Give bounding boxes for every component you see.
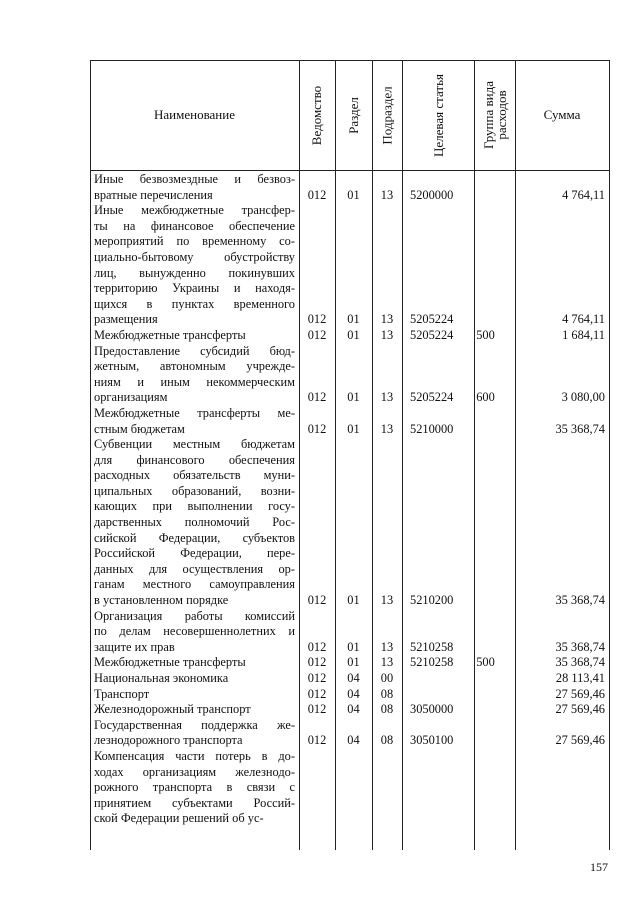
cell-gruppa	[467, 718, 504, 749]
cell-name-line: кающих при выполнении госу-	[94, 499, 295, 514]
cell-name-line: рожного транспорта в связи с	[94, 780, 295, 795]
cell-name-line: Компенсация части потерь в до-	[94, 748, 295, 763]
cell-name-line: Организация работы комиссий	[94, 608, 295, 623]
cell-name	[90, 671, 299, 687]
cell-celevaya	[402, 671, 467, 687]
cell-name-line: организациям	[94, 390, 168, 405]
cell-razdel: 01	[347, 593, 360, 608]
cell-gruppa	[467, 702, 504, 718]
cell-name-line: Межбюджетные трансферты	[94, 327, 246, 342]
cell-celevaya: 5210000	[410, 421, 454, 436]
cell-name	[90, 702, 299, 718]
cell-name-line: защите их прав	[94, 639, 175, 654]
cell-razdel: 01	[347, 421, 360, 436]
table-row	[90, 328, 609, 344]
page-number: 157	[590, 860, 608, 874]
cell-gruppa: 500	[476, 327, 495, 342]
cell-vedomstvo: 012	[307, 671, 327, 685]
cell-name-line: ходах организациям железнодо-	[94, 764, 295, 779]
cell-name-line: дарственных полномочий Рос-	[94, 515, 295, 530]
cell-name-line: сийской Федерации, субъектов	[94, 530, 295, 545]
cell-name-line: Иные межбюджетные трансфер-	[94, 203, 295, 218]
cell-podrazdel	[372, 749, 402, 827]
cell-summa: 35 368,74	[555, 639, 605, 654]
cell-podrazdel: 13	[380, 187, 394, 202]
cell-name-line: Государственная поддержка же-	[94, 717, 295, 732]
cell-razdel: 01	[347, 655, 360, 670]
cell-razdel: 01	[347, 390, 360, 405]
cell-vedomstvo: 012	[307, 421, 327, 436]
cell-vedomstvo: 012	[307, 593, 327, 608]
cell-vedomstvo: 012	[307, 733, 327, 748]
cell-name	[90, 437, 299, 609]
table-row	[90, 437, 609, 609]
cell-name-line: ниям и иным некоммерческим	[94, 374, 295, 389]
cell-gruppa	[467, 609, 504, 656]
cell-name	[90, 687, 299, 703]
cell-gruppa	[467, 203, 504, 328]
table-row	[90, 172, 609, 203]
table-row	[90, 609, 609, 656]
cell-summa: 3 080,00	[561, 390, 605, 405]
cell-razdel: 01	[347, 639, 360, 654]
cell-celevaya: 5205224	[410, 390, 454, 405]
cell-podrazdel: 13	[380, 655, 394, 670]
table-row	[90, 203, 609, 328]
cell-gruppa	[467, 749, 504, 827]
cell-razdel: 01	[347, 187, 360, 202]
cell-gruppa	[467, 671, 504, 687]
cell-vedomstvo: 012	[307, 390, 327, 405]
cell-name	[90, 172, 299, 203]
cell-celevaya: 5210200	[410, 593, 454, 608]
cell-name-line: размещения	[94, 312, 158, 327]
cell-name-line: Предоставление субсидий бюд-	[94, 343, 295, 358]
cell-name-line: ской Федерации решений об ус-	[94, 811, 264, 826]
table-row	[90, 344, 609, 406]
cell-vedomstvo: 012	[307, 312, 327, 327]
table-row	[90, 687, 609, 703]
cell-name-line: Транспорт	[94, 686, 150, 701]
cell-name-line: территорию Украины и находя-	[94, 281, 295, 296]
cell-razdel: 04	[347, 671, 360, 685]
cell-podrazdel: 08	[380, 702, 394, 717]
cell-podrazdel: 13	[380, 421, 394, 436]
cell-podrazdel: 13	[380, 390, 394, 405]
cell-summa: 35 368,74	[555, 593, 605, 608]
cell-name-line: вратные перечисления	[94, 187, 213, 202]
header-bottom-line	[90, 170, 609, 171]
cell-summa: 27 569,46	[555, 733, 605, 748]
cell-name-line: щихся в пунктах временного	[94, 296, 295, 311]
table-body	[90, 172, 609, 827]
cell-podrazdel: 00	[380, 671, 394, 685]
cell-podrazdel: 13	[380, 639, 394, 654]
cell-vedomstvo: 012	[307, 187, 327, 202]
cell-name	[90, 749, 299, 827]
table-row	[90, 671, 609, 687]
cell-name-line: ты на финансовое обеспечение	[94, 218, 295, 233]
cell-podrazdel: 08	[380, 686, 394, 701]
cell-vedomstvo: 012	[307, 327, 327, 342]
cell-summa: 27 569,46	[555, 702, 605, 717]
cell-celevaya	[402, 687, 467, 703]
header-celevaya: Целевая статья	[430, 73, 446, 157]
cell-summa: 28 113,41	[555, 671, 605, 685]
cell-name-line: Национальная экономика	[94, 671, 229, 685]
cell-name-line: Межбюджетные трансферты	[94, 655, 246, 670]
cell-name	[90, 718, 299, 749]
header-summa: Сумма	[543, 107, 581, 122]
cell-celevaya: 5205224	[410, 312, 454, 327]
cell-gruppa	[467, 406, 504, 437]
cell-name	[90, 328, 299, 344]
header-name: Наименование	[154, 107, 235, 122]
cell-name-line: данных для осуществления ор-	[94, 561, 295, 576]
cell-name-line: ганам местного самоуправления	[94, 577, 295, 592]
cell-celevaya: 3050100	[410, 733, 454, 748]
cell-gruppa	[467, 687, 504, 703]
cell-razdel: 01	[347, 327, 360, 342]
cell-name	[90, 609, 299, 656]
cell-name-line: мероприятий по временному со-	[94, 234, 295, 249]
cell-celevaya: 5210258	[410, 655, 454, 670]
cell-summa: 35 368,74	[555, 421, 605, 436]
cell-name-line: Субвенции местным бюджетам	[94, 437, 295, 452]
cell-razdel: 04	[347, 686, 360, 701]
cell-vedomstvo: 012	[307, 686, 327, 701]
header-gruppa-line2: расходов	[493, 90, 509, 140]
cell-razdel: 04	[347, 733, 360, 748]
cell-name	[90, 203, 299, 328]
cell-name-line: Межбюджетные трансферты ме-	[94, 405, 295, 420]
cell-name-line: ципальных образований, возни-	[94, 483, 295, 498]
cell-podrazdel: 13	[380, 312, 394, 327]
cell-summa: 27 569,46	[555, 686, 605, 701]
cell-name	[90, 406, 299, 437]
cell-vedomstvo	[299, 749, 335, 827]
cell-name	[90, 344, 299, 406]
table-row	[90, 749, 609, 827]
cell-name-line: расходных обязательств муни-	[94, 468, 295, 483]
cell-vedomstvo: 012	[307, 655, 327, 670]
cell-podrazdel: 13	[380, 327, 394, 342]
cell-summa: 4 764,11	[562, 187, 605, 202]
cell-podrazdel: 08	[380, 733, 394, 748]
cell-gruppa	[467, 437, 504, 609]
cell-celevaya: 5200000	[410, 187, 454, 202]
cell-vedomstvo: 012	[307, 639, 327, 654]
table-row	[90, 702, 609, 718]
cell-summa: 4 764,11	[562, 312, 605, 327]
cell-name-line: в установленном порядке	[94, 593, 229, 608]
cell-name-line: Железнодорожный транспорт	[94, 702, 251, 717]
cell-summa	[504, 749, 609, 827]
cell-name-line: жетным, автономным учрежде-	[94, 359, 295, 374]
cell-gruppa: 500	[476, 655, 495, 670]
cell-celevaya: 3050000	[410, 702, 454, 717]
header-gruppa	[474, 60, 515, 170]
cell-name-line: циально-бытовому обустройству	[94, 249, 295, 264]
cell-name-line: принятием субъектами Россий-	[94, 795, 295, 810]
cell-name	[90, 655, 299, 671]
cell-name-line: Иные безвозмездные и безвоз-	[94, 172, 295, 186]
cell-summa: 35 368,74	[555, 655, 605, 670]
table-row	[90, 406, 609, 437]
cell-gruppa	[467, 172, 504, 203]
header-vedomstvo: Ведомство	[309, 85, 325, 145]
cell-podrazdel: 13	[380, 593, 394, 608]
cell-vedomstvo: 012	[307, 702, 327, 717]
header-razdel: Раздел	[346, 96, 361, 134]
cell-name-line: лиц, вынужденно покинувших	[94, 265, 295, 280]
cell-razdel	[335, 749, 372, 827]
cell-razdel: 01	[347, 312, 360, 327]
cell-name-line: Российской Федерации, пере-	[94, 546, 295, 561]
table-row	[90, 655, 609, 671]
cell-name-line: стным бюджетам	[94, 421, 185, 436]
header-podrazdel: Подраздел	[379, 85, 395, 145]
cell-celevaya	[402, 749, 467, 827]
cell-name-line: лезнодорожного транспорта	[94, 733, 243, 748]
cell-name-line: для финансового обеспечения	[94, 452, 295, 467]
cell-razdel: 04	[347, 702, 360, 717]
header-gruppa-line1: Группа вида	[480, 81, 496, 149]
cell-summa: 1 684,11	[562, 327, 605, 342]
cell-gruppa: 600	[476, 390, 495, 405]
cell-celevaya: 5205224	[410, 327, 454, 342]
cell-name-line: по делам несовершеннолетних и	[94, 624, 295, 639]
border-right	[609, 60, 610, 850]
cell-celevaya: 5210258	[410, 639, 454, 654]
table-row	[90, 718, 609, 749]
